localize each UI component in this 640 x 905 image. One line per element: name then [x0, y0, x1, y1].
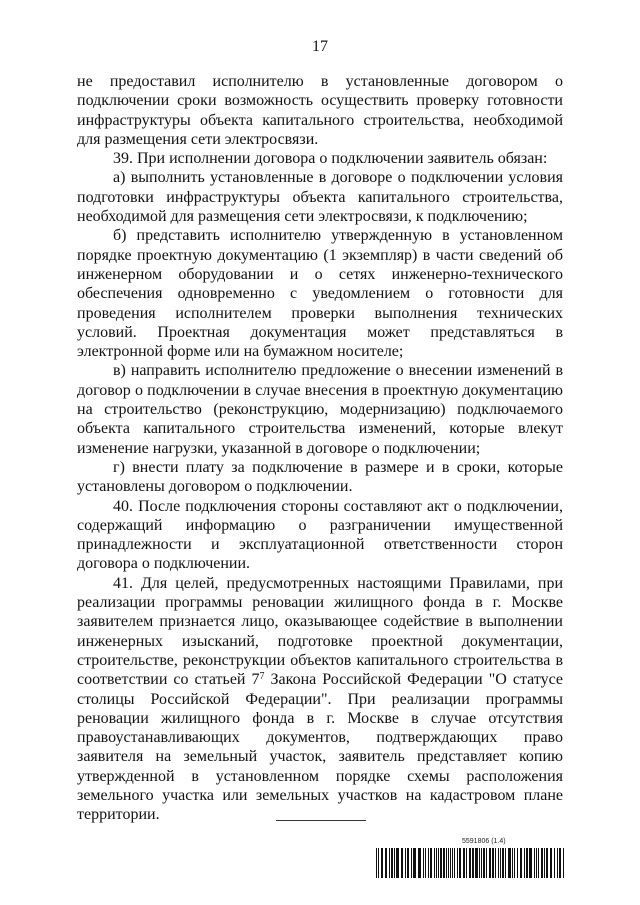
barcode-bar — [481, 848, 482, 878]
barcode-bar — [563, 848, 564, 878]
barcode-bar — [502, 848, 504, 878]
barcode-bar — [475, 848, 478, 878]
barcode-bar — [479, 848, 480, 878]
paragraph-39-v: в) направить исполнителю предложение о внесении изменений в договор о подключении в случае внесения в проектную документацию на строительство (реконструкцию, модернизацию) подключаемого объекта капитального строительства изменений, которые влекут изменение нагрузки, указанной в договоре о подключении; — [77, 362, 563, 457]
barcode-bar — [443, 848, 445, 878]
barcode-bar — [436, 848, 437, 878]
barcode-bar — [428, 848, 429, 878]
paragraph-40: 40. После подключения стороны составляют акт о подключении, содержащий информацию о разграничении имущественной принадлежности и эксплуатационной ответственности сторон договора о подключении. — [77, 497, 563, 573]
barcode-bar — [536, 848, 537, 878]
barcode-bar — [407, 848, 409, 878]
barcode-bar — [457, 848, 458, 878]
barcode-bar — [472, 848, 474, 878]
barcode-bar — [500, 848, 501, 878]
barcode-bar — [526, 848, 528, 878]
barcode-bar — [440, 848, 442, 878]
document-code: 5591806 (1.4) — [462, 838, 506, 845]
paragraph-41-part-2: Закона Российской Федерации "О статусе столицы Российской Федерации". При реализации программы реновации жилищного фонда в г. Москве в случае отсутствия правоустанавливающих документов, подтверждающих право заявителя на земельный участок, заявитель представляет копию утвержденной в установленном порядке схемы расположения земельного участка или земельных участков на кадастровом плане территории. — [77, 671, 563, 824]
barcode-bar — [434, 848, 435, 878]
barcode-bar — [483, 848, 485, 878]
barcode-bar — [486, 848, 487, 878]
barcode-bar — [411, 848, 412, 878]
paragraph-39: 39. При исполнении договора о подключении заявитель обязан: — [113, 150, 548, 168]
barcode-bar — [376, 848, 377, 878]
paragraph-39-a: а) выполнить установленные в договоре о подключении условия подготовки инфраструктуры объекта капитального строительства, необходимой для размещения сети электросвязи, к подключению; — [77, 169, 563, 226]
page-number: 17 — [312, 38, 328, 55]
barcode-bar — [459, 848, 461, 878]
barcode-bar — [405, 848, 406, 878]
barcode-bar — [396, 848, 399, 878]
barcode-bar — [550, 848, 552, 878]
paragraph-39-g: г) внести плату за подключение в размере и в сроки, которые установлены договором о подключении. — [77, 458, 563, 496]
barcode-bar — [418, 848, 421, 878]
document-text-body — [77, 72, 563, 825]
barcode-bar — [385, 848, 387, 878]
barcode-icon — [376, 848, 564, 878]
barcode-bar — [381, 848, 383, 878]
footer-separator-line — [276, 820, 366, 821]
barcode-bar — [541, 848, 543, 878]
barcode-bar — [454, 848, 455, 878]
paragraph-continuation: не предоставил исполнителю в установленные договором о подключении сроки возможность осуществить проверку готовности инфраструктуры объекта капитального строительства, необходимой для размещения сети электросвязи. — [77, 73, 563, 148]
barcode-bar — [508, 848, 511, 878]
barcode-bar — [489, 848, 491, 878]
barcode-bar — [450, 848, 451, 878]
barcode-bar — [559, 848, 561, 878]
barcode-bar — [557, 848, 558, 878]
barcode-bar — [505, 848, 506, 878]
paragraph-39-b: б) представить исполнителю утвержденную в установленном порядке проектную документацию (1 экземпляр) в части сведений об инженерном оборудовании и о сетях инженерно-технического обеспечения одновременно с уведомлением о готовности для проведения исполнителем проверки выполнения технических условий. Проектная документация может представляться в электронной форме или на бумажном носителе; — [77, 227, 563, 361]
barcode-bar — [512, 848, 513, 878]
barcode-bar — [466, 848, 467, 878]
barcode-bar — [554, 848, 555, 878]
barcode-bar — [463, 848, 465, 878]
article-superscript: 7 — [259, 671, 265, 683]
paragraph-41 — [77, 574, 563, 825]
barcode-bar — [378, 848, 379, 878]
barcode-bar — [517, 848, 518, 878]
barcode-bar — [413, 848, 416, 878]
barcode-bar — [546, 848, 548, 878]
barcode-bar — [394, 848, 395, 878]
barcode-bar — [514, 848, 515, 878]
paragraph-41-part-1: 41. Для целей, предусмотренных настоящими Правилами, при реализации программы реновации жилищного фонда в г. Москве заявителем признается лицо, оказывающее содействие в выполнении инженерных изысканий, подготовке проектной документации, строительстве, реконструкции объектов капитального строительства в соответствии со статьей 7 — [77, 574, 563, 689]
barcode-bar — [498, 848, 499, 878]
barcode-bar — [438, 848, 439, 878]
barcode-bar — [524, 848, 525, 878]
barcode-bar — [401, 848, 403, 878]
barcode-bar — [425, 848, 426, 878]
barcode-bar — [452, 848, 453, 878]
barcode-bar — [389, 848, 390, 878]
barcode-bar — [544, 848, 545, 878]
barcode-bar — [446, 848, 447, 878]
barcode-bar — [423, 848, 424, 878]
barcode-bar — [448, 848, 449, 878]
barcode-bar — [492, 848, 494, 878]
barcode-bar — [469, 848, 471, 878]
barcode-bar — [538, 848, 539, 878]
barcode-bar — [391, 848, 393, 878]
barcode-bar — [534, 848, 535, 878]
barcode-bar — [520, 848, 522, 878]
barcode-bar — [495, 848, 496, 878]
barcode-bar — [529, 848, 532, 878]
barcode-bar — [430, 848, 432, 878]
